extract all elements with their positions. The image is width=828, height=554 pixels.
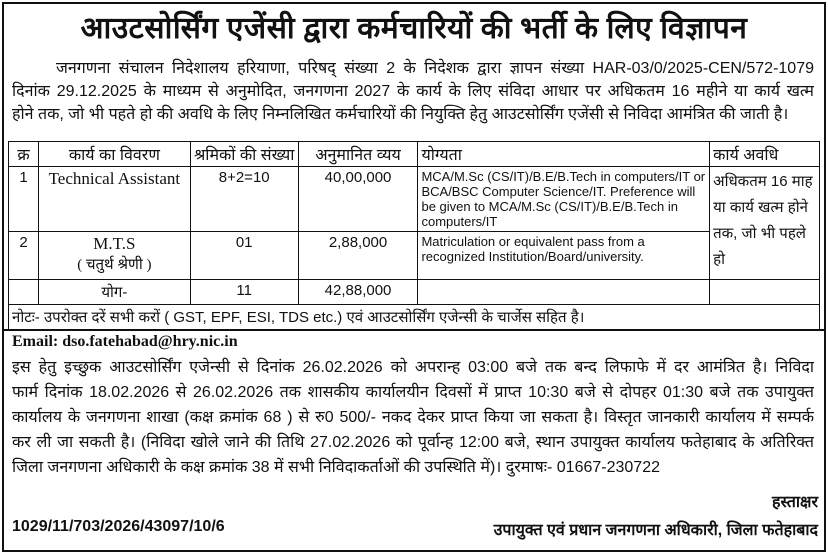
qualification-cell: MCA/M.Sc (CS/IT)/B.E/B.Tech in computers/IT or BCA/BSC Computer Science/IT. Preference will be given to MCA/M.Sc (CS/IT)/B.E/B.Tech in computers/IT <box>418 167 710 232</box>
table-header-row <box>9 142 820 167</box>
empty-cell <box>418 280 710 305</box>
divider <box>4 329 824 331</box>
body-line: कर ली जा सकती है। (निविदा खोले जाने की तिथि 27.02.2026 को पूर्वान्ह 12:00 बजे, स्थान उपायुक्त कार्यालय फतेहाबाद के अतिरिक्त <box>12 434 814 451</box>
post-category: ( चतुर्थ श्रेणी ) <box>77 257 152 273</box>
duration-cell: अधिकतम 16 माह या कार्य खत्म होने तक, जो भी पहले हो <box>710 167 820 280</box>
total-row <box>9 280 820 305</box>
col-header: कार्य अवधि <box>710 142 820 167</box>
total-label: योग- <box>38 280 190 305</box>
ad-title: आउटसोर्सिंग एजेंसी द्वारा कर्मचारियों की भर्ती के लिए विज्ञापन <box>80 12 748 45</box>
note: नोटः- उपरोक्त दरें सभी करों ( GST, EPF, ESI, TDS etc.) एवं आउटसोर्सिंग एजेन्सी के चार्जेस सहित है। <box>9 305 820 331</box>
vacancy-table <box>8 141 820 331</box>
total-count: 11 <box>190 280 298 305</box>
col-header: श्रमिकों की संख्या <box>190 142 298 167</box>
intro-line: जनगणना संचालन निदेशालय हरियाणा, परिषद् संख्या 2 के निदेशक द्वारा ज्ञापन संख्या HAR-03/0/2025-CEN/572-1079 <box>56 60 814 77</box>
email-link[interactable]: Email: dso.fatehabad@hry.nic.in <box>12 333 238 350</box>
empty-cell <box>710 280 820 305</box>
cost-cell: 2,88,000 <box>298 232 418 280</box>
sr-cell: 1 <box>9 167 39 232</box>
signature-label: हस्ताक्षर <box>771 494 818 511</box>
cost-cell: 40,00,000 <box>298 167 418 232</box>
note-row <box>9 305 820 331</box>
post-cell <box>38 232 190 280</box>
post-name: M.T.S <box>93 234 136 253</box>
body-line: कार्यालय के जनगणना शाखा (कक्ष क्रमांक 68 ) से रु0 500/- नकद देकर प्राप्त किया जा सकता है। विस्तृत जानकारी कार्यालय में सम्पर्क <box>12 409 814 426</box>
col-header: अनुमानित व्यय <box>298 142 418 167</box>
table-row <box>9 232 820 280</box>
intro-line: होने तक, जो भी पहते हो की अवधि के लिए निम्नलिखित कर्मचारियों की नियुक्ति हेतु आउटसोर्सिंग एजेंसी से निविदा आमंत्रित की जाती है। <box>12 106 789 123</box>
body-line: इस हेतु इच्छुक आउटसोर्सिंग एजेन्सी से दिनांक 26.02.2026 को अपरान्ह 03:00 बजे तक बन्द लिफाफे में दर आमंत्रित है। निविदा <box>12 359 814 376</box>
signatory: उपायुक्त एवं प्रधान जनगणना अधिकारी, जिला फतेहाबाद <box>493 522 818 539</box>
col-header: क्र <box>9 142 39 167</box>
body-line: फार्म दिनांक 18.02.2026 से 26.02.2026 तक शासकीय कार्यालयीन दिवसों में प्राप्त 10:30 बजे से दोपहर 01:30 बजे तक उपायुक्त <box>12 384 814 401</box>
count-cell: 8+2=10 <box>190 167 298 232</box>
post-cell: Technical Assistant <box>38 167 190 232</box>
body-line: जिला जनगणना अधिकारी के कक्ष क्रमांक 38 में सभी निविदाकर्ताओं की उपस्थिति में)। दुरमाषः- 01667-230722 <box>12 459 660 476</box>
table-row <box>9 167 820 232</box>
empty-cell <box>9 280 39 305</box>
col-header: योग्यता <box>418 142 710 167</box>
total-cost: 42,88,000 <box>298 280 418 305</box>
sr-cell: 2 <box>9 232 39 280</box>
intro-line: दिनांक 29.12.2025 के माध्यम से अनुमोदित, जनगणना 2027 के कार्य के लिए संविदा आधार पर अधिकतम 16 महीने या कार्य खत्म <box>12 83 814 100</box>
col-header: कार्य का विवरण <box>38 142 190 167</box>
reference-code: 1029/11/703/2026/43097/10/6 <box>12 518 225 535</box>
qualification-cell: Matriculation or equivalent pass from a recognized Institution/Board/university. <box>418 232 710 280</box>
count-cell: 01 <box>190 232 298 280</box>
